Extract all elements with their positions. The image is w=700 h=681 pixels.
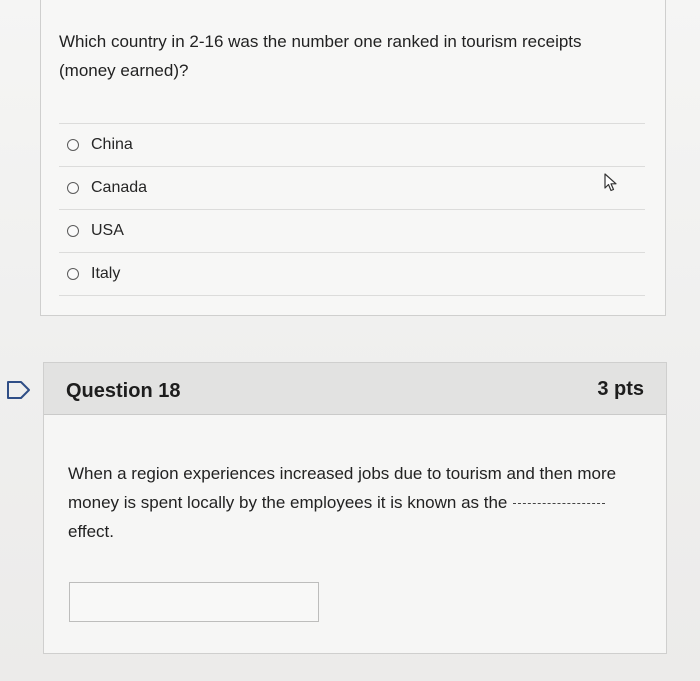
option-label: Italy bbox=[91, 265, 121, 282]
answer-options bbox=[59, 123, 645, 296]
option-label: China bbox=[91, 136, 133, 153]
option-canada[interactable] bbox=[59, 166, 645, 209]
option-label: Canada bbox=[91, 179, 148, 196]
radio-button[interactable] bbox=[67, 268, 79, 280]
radio-button[interactable] bbox=[67, 139, 79, 151]
question-header bbox=[44, 363, 666, 415]
option-italy[interactable] bbox=[59, 252, 645, 296]
question-18-card bbox=[43, 362, 667, 654]
flag-icon[interactable] bbox=[6, 380, 32, 400]
radio-button[interactable] bbox=[67, 225, 79, 237]
option-china[interactable] bbox=[59, 123, 645, 166]
fill-in-blank bbox=[513, 501, 605, 504]
question-title: Question 18 bbox=[66, 380, 181, 402]
question-17-card bbox=[40, 0, 666, 316]
mouse-pointer-icon bbox=[603, 173, 621, 193]
option-label: USA bbox=[91, 222, 124, 239]
prompt-text: When a region experiences increased jobs due to tourism and then more money is spent locally by the employees it is known as the bbox=[68, 464, 617, 512]
question-17-prompt: Which country in 2-16 was the number one ranked in tourism receipts (money earned)? bbox=[59, 32, 582, 80]
answer-input[interactable] bbox=[69, 582, 319, 622]
question-18-prompt bbox=[68, 459, 648, 546]
option-usa[interactable] bbox=[59, 209, 645, 252]
question-points: 3 pts bbox=[597, 378, 644, 400]
prompt-text-end: effect. bbox=[68, 522, 114, 541]
radio-button[interactable] bbox=[67, 182, 79, 194]
